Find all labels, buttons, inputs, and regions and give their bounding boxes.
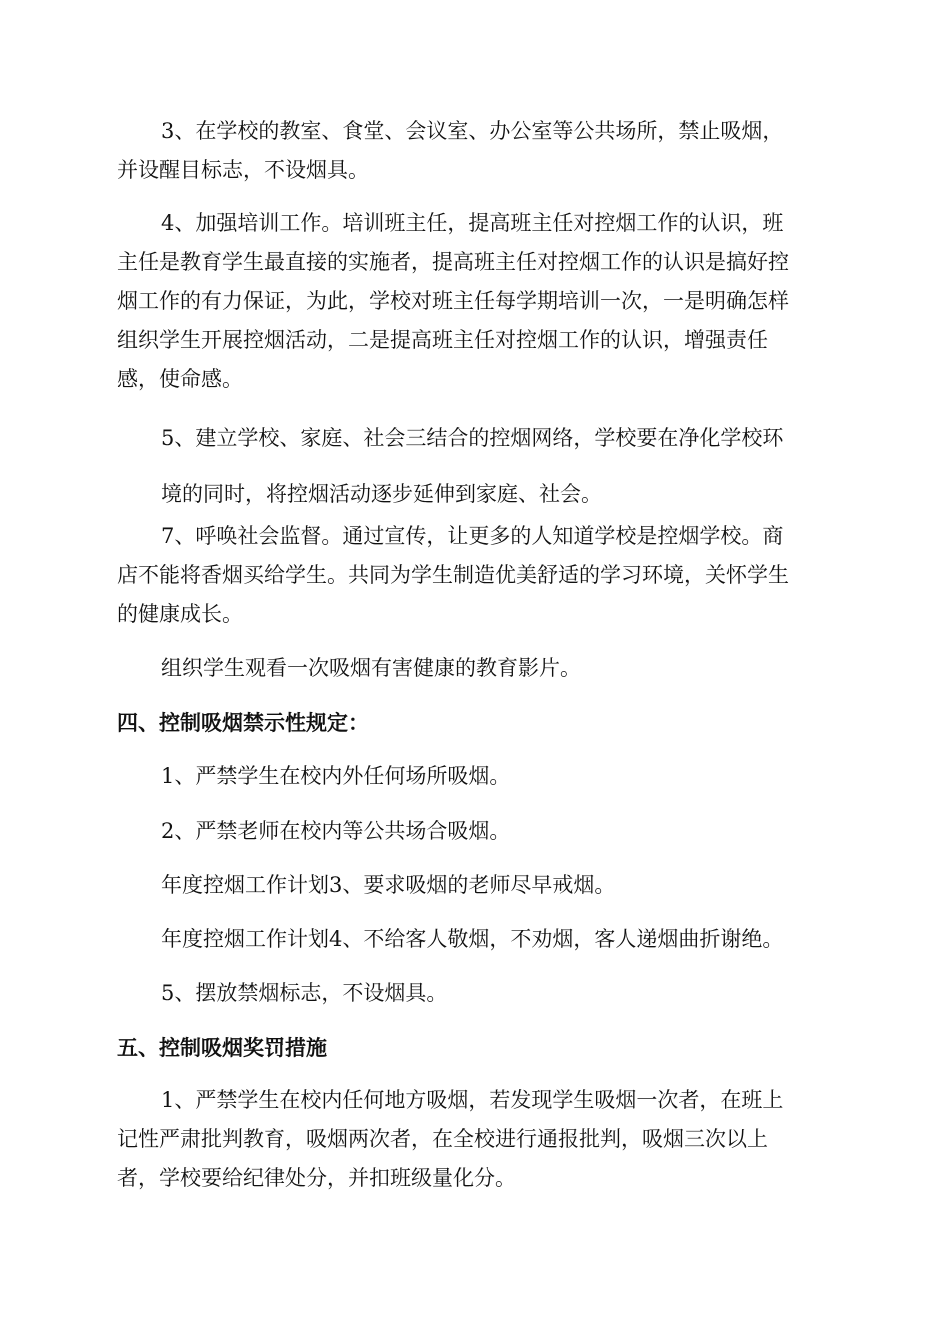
paragraph-line: 店不能将香烟买给学生。共同为学生制造优美舒适的学习环境，关怀学生 [117, 563, 789, 587]
paragraph-item-7 [117, 517, 833, 634]
section4-item-5 [117, 974, 833, 1013]
section4-item-1 [117, 757, 833, 796]
paragraph-line: 3、在学校的教室、食堂、会议室、办公室等公共场所，禁止吸烟， [161, 119, 784, 143]
section4-item-4 [117, 920, 833, 959]
paragraph-line: 境的同时，将控烟活动逐步延伸到家庭、社会。 [161, 482, 602, 506]
paragraph-line: 主任是教育学生最直接的实施者，提高班主任对控烟工作的认识是搞好控 [117, 250, 789, 274]
paragraph-item-3 [117, 112, 833, 190]
paragraph-item-4 [117, 204, 833, 399]
list-item: 5、摆放禁烟标志，不设烟具。 [161, 981, 448, 1005]
paragraph-line: 7、呼唤社会监督。通过宣传，让更多的人知道学校是控烟学校。商 [161, 524, 784, 548]
section-heading-5: 五、控制吸烟奖罚措施 [117, 1035, 327, 1060]
paragraph-line: 4、加强培训工作。培训班主任，提高班主任对控烟工作的认识，班 [161, 211, 784, 235]
section5-paragraph-1 [117, 1081, 833, 1198]
paragraph-line: 记性严肃批判教育，吸烟两次者，在全校进行通报批判，吸烟三次以上 [117, 1127, 768, 1151]
paragraph-line: 1、严禁学生在校内任何地方吸烟，若发现学生吸烟一次者，在班上 [161, 1088, 784, 1112]
paragraph-line: 感，使命感。 [117, 367, 243, 391]
list-item: 1、严禁学生在校内外任何场所吸烟。 [161, 764, 511, 788]
paragraph-line: 组织学生观看一次吸烟有害健康的教育影片。 [161, 656, 581, 680]
section4-item-3 [117, 866, 833, 905]
paragraph-line: 者，学校要给纪律处分，并扣班级量化分。 [117, 1166, 516, 1190]
list-item: 年度控烟工作计划4、不给客人敬烟，不劝烟，客人递烟曲折谢绝。 [161, 927, 784, 951]
paragraph-line: 的健康成长。 [117, 602, 243, 626]
list-item: 2、严禁老师在校内等公共场合吸烟。 [161, 819, 511, 843]
paragraph-line: 5、建立学校、家庭、社会三结合的控烟网络，学校要在净化学校环 [161, 426, 784, 450]
paragraph-line: 组织学生开展控烟活动，二是提高班主任对控烟工作的认识，增强责任 [117, 328, 768, 352]
section-heading-4: 四、控制吸烟禁示性规定： [117, 710, 369, 735]
paragraph-line: 烟工作的有力保证，为此，学校对班主任每学期培训一次，一是明确怎样 [117, 289, 789, 313]
paragraph-film [117, 649, 833, 688]
list-item: 年度控烟工作计划3、要求吸烟的老师尽早戒烟。 [161, 873, 616, 897]
paragraph-item-5 [117, 410, 833, 522]
section4-item-2 [117, 812, 833, 851]
paragraph-line: 并设醒目标志，不设烟具。 [117, 158, 369, 182]
